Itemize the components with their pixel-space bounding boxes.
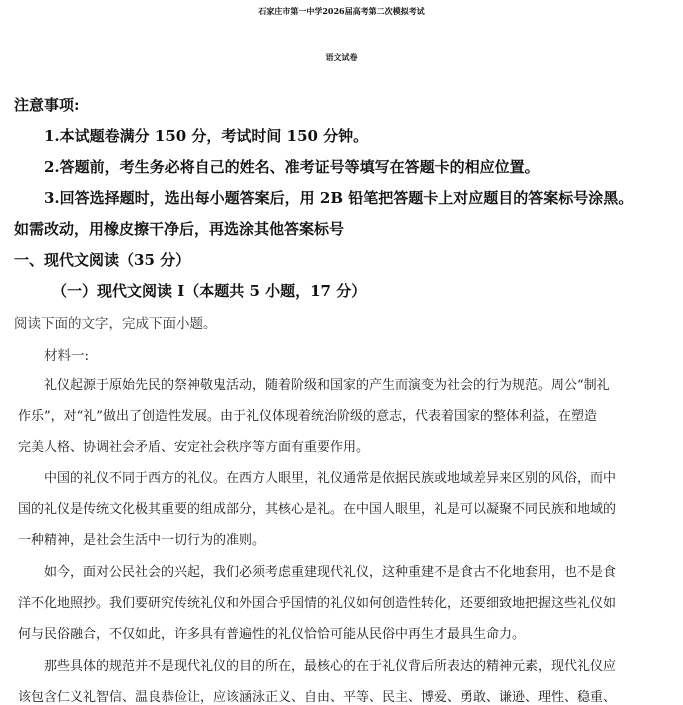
exam-title: 石家庄市第一中学2026届高考第二次模拟考试 [258,6,425,16]
paragraph-line: 一种精神，是社会生活中一切行为的准则。 [18,533,266,548]
paragraph-line: 完美人格、协调社会矛盾、安定社会秩序等方面有重要作用。 [18,440,370,455]
section-heading: 一、现代文阅读（35 分） [14,251,191,269]
exam-subtitle: 语文试卷 [325,52,358,62]
paragraph-line: 如今，面对公民社会的兴起，我们必须考虑重建现代礼仪，这种重建不是食古不化地套用，也不是食 [44,565,617,580]
reading-instruction: 阅读下面的文字，完成下面小题。 [14,316,217,332]
paragraph-line: 该包含仁义礼智信、温良恭俭让，应该涵泳正义、自由、平等、民主、博爱、勇敢、谦逊、理性、稳重、 [18,690,617,705]
paragraph-line: 中国的礼仪不同于西方的礼仪。在西方人眼里，礼仪通常是依据民族或地域差异来区别的风俗，而中 [44,471,617,486]
note-item-3: 3.回答选择题时，选出每小题答案后，用 2B 铅笔把答题卡上对应题目的答案标号涂黑。 [44,189,634,207]
subsection-heading: （一）现代文阅读 I（本题共 5 小题，17 分） [52,282,367,300]
notes-heading: 注意事项: [14,96,80,114]
note-item-3-continued: 如需改动，用橡皮擦干净后，再选涂其他答案标号 [14,220,345,238]
note-item-2: 2.答题前，考生务必将自己的姓名、准考证号等填写在答题卡的相应位置。 [44,158,540,176]
material-label: 材料一: [44,348,90,364]
note-item-1: 1.本试题卷满分 150 分，考试时间 150 分钟。 [44,127,369,145]
paragraph-line: 作乐”，对“礼”做出了创造性发展。由于礼仪体现着统治阶级的意志，代表着国家的整体利益，在塑造 [18,409,597,424]
paragraph-line: 那些具体的规范并不是现代礼仪的目的所在，最核心的在于礼仪背后所表达的精神元素，现代礼仪应 [44,659,617,674]
paragraph-line: 国的礼仪是传统文化极其重要的组成部分，其核心是礼。在中国人眼里，礼是可以凝聚不同民族和地域的 [18,502,617,517]
paragraph-line: 何与民俗融合，不仅如此，许多具有普遍性的礼仪恰恰可能从民俗中再生才最具生命力。 [18,627,526,642]
paragraph-line: 礼仪起源于原始先民的祭神敬鬼活动，随着阶级和国家的产生而演变为社会的行为规范。周公“制礼 [44,378,610,393]
paragraph-line: 洋不化地照抄。我们要研究传统礼仪和外国合乎国情的礼仪如何创造性转化，还要细致地把握这些礼仪如 [18,596,617,611]
